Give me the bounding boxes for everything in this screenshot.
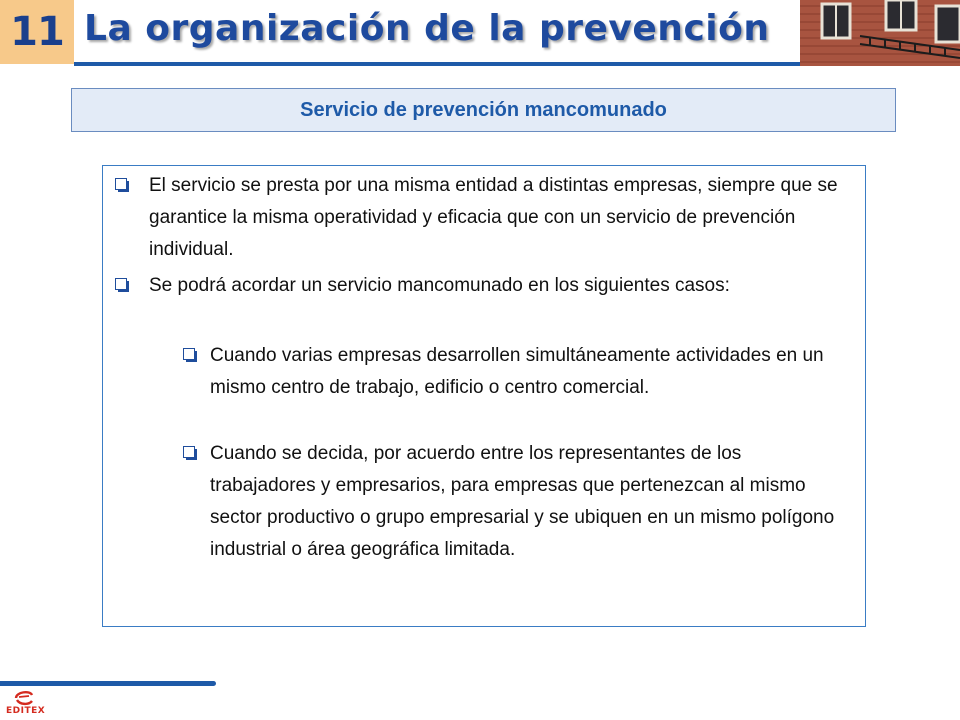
list-item-text: Cuando varias empresas desarrollen simultáneamente actividades en un mismo centro de trabajo, edificio o centro comercial.: [210, 345, 824, 398]
list-item-text: El servicio se presta por una misma entidad a distintas empresas, siempre que se garantice la misma operatividad y eficacia que con un servicio de prevención individual.: [149, 175, 838, 260]
footer-rule: [0, 681, 216, 686]
list-item-text: Cuando se decida, por acuerdo entre los representantes de los trabajadores y empresarios, para empresas que pertenezcan al mismo sector productivo o grupo empresarial y se ubiquen en un mismo polígono industrial o área geográfica limitada.: [210, 443, 835, 560]
list-item: [149, 170, 849, 266]
list-item-nested: [210, 340, 846, 404]
list-item: [149, 270, 849, 302]
title-underline: [74, 62, 800, 66]
list-item-nested: [210, 438, 846, 566]
chapter-number-box: [0, 0, 74, 64]
list-item-text: Se podrá acordar un servicio mancomunado en los siguientes casos:: [149, 275, 730, 296]
content-panel: [102, 165, 866, 627]
page-title: La organización de la prevención: [84, 8, 770, 49]
square-bullet-icon: [115, 178, 128, 191]
editex-logo: [14, 689, 34, 707]
building-facade-image: [800, 0, 960, 66]
section-header: [71, 88, 896, 132]
square-bullet-icon: [183, 446, 196, 459]
chapter-number: 11: [10, 9, 64, 55]
section-subtitle: Servicio de prevención mancomunado: [300, 98, 667, 121]
square-bullet-icon: [183, 348, 196, 361]
editex-logo-text: EDITEX: [6, 706, 46, 716]
square-bullet-icon: [115, 278, 128, 291]
